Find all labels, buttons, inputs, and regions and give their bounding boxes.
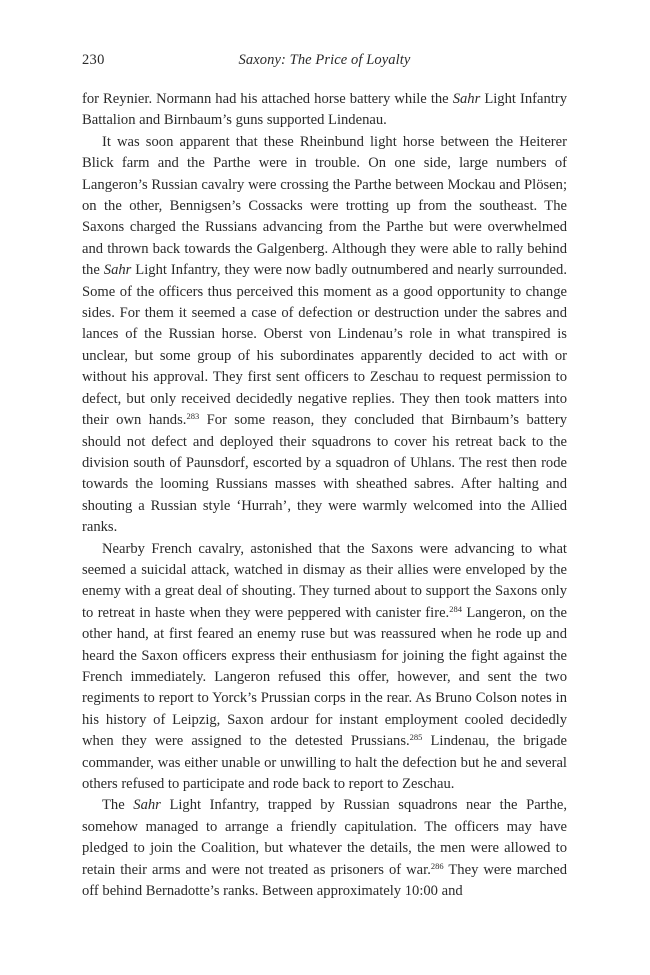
paragraph-1 bbox=[82, 89, 567, 132]
italic-text: Sahr bbox=[103, 262, 132, 279]
text-run: For some reason, they concluded that Birnbaum’s battery should not defect and deployed their squadrons to cover his retreat back to the division south of Paunsdorf, escorted by a squadron of Uhlans. The rest then rode towards the looming Russians masses with sheathed sabres. After halting and shouting a Russian style ‘Hurrah’, they were warmly welcomed into the Allied ranks. bbox=[82, 412, 568, 536]
footnote-marker[interactable]: 283 bbox=[186, 411, 200, 422]
running-title: Saxony: The Price of Loyalty bbox=[238, 52, 411, 68]
page-header bbox=[82, 52, 567, 76]
text-run: They were marched off behind Bernadotte’s ranks. Between approximately 10:00 and bbox=[82, 861, 568, 900]
text-run: The bbox=[102, 797, 134, 814]
page-number: 230 bbox=[82, 52, 105, 68]
footnote-marker[interactable]: 286 bbox=[430, 860, 444, 871]
italic-text: Sahr bbox=[133, 797, 161, 814]
footnote-marker[interactable]: 284 bbox=[449, 603, 462, 614]
footnote-marker[interactable]: 285 bbox=[409, 732, 423, 743]
text-run: Langeron, on the other hand, at first feared an enemy ruse but was reassured when he rode up and heard the Saxon officers express their enthusiasm for joining the fight against the French immediately. Langeron refused this offer, however, and sent the two regiments to report to Yorck’s Prussian corps in the rear. As Bruno Colson notes in his history of Leipzig, Saxon ardour for instant employment cooled decidedly when they were assigned to the detested Prussians. bbox=[82, 604, 567, 750]
text-run: Lindenau, the brigade commander, was either unable or unwilling to halt the defection but he and several others refused to participate and rode back to report to Zeschau. bbox=[82, 733, 568, 792]
paragraph-3 bbox=[82, 539, 567, 796]
paragraph-2 bbox=[82, 132, 567, 539]
paragraph-4 bbox=[82, 795, 567, 902]
text-run: Nearby French cavalry, astonished that the Saxons were advancing to what seemed a suicidal attack, watched in dismay as their allies were enveloped by the enemy with a great deal of shouting. They turned about to support the Saxons only to retreat in haste when they were peppered with canister fire. bbox=[82, 540, 567, 621]
body-text bbox=[82, 89, 567, 902]
text-run: Light Infantry Battalion and Birnbaum’s guns supported Lindenau. bbox=[82, 91, 567, 129]
text-run: It was soon apparent that these Rheinbund light horse between the Heiterer Blick farm and the Parthe were in trouble. On one side, large numbers of Langeron’s Russian cavalry were crossing the Parthe between Mockau and Plösen; on the other, Bennigsen’s Cossacks were trotting up from the southeast. The Saxons charged the Russians advancing from the Parthe but were overwhelmed and thrown back towards the Galgenberg. Although they were able to rally behind the bbox=[82, 133, 567, 279]
text-run: for Reynier. Normann had his attached horse battery while the bbox=[82, 91, 453, 107]
italic-text: Sahr bbox=[452, 91, 481, 107]
text-run: Light Infantry, trapped by Russian squadrons near the Parthe, somehow managed to arrange a friendly capitulation. The officers may have pledged to join the Coalition, but whatever the details, the men were allowed to retain their arms and were not treated as prisoners of war. bbox=[82, 797, 568, 878]
text-run: Light Infantry, they were now badly outnumbered and nearly surrounded. Some of the officers thus perceived this moment as a good opportunity to change sides. For them it seemed a case of defection or destruction under the sabres and lances of the Russian horse. Oberst von Lindenau’s role in what transpired is unclear, but some group of his subordinates apparently decided to act with or without his approval. They first sent officers to Zeschau to request permission to defect, but only received decidedly negative replies. They then took matters into their own hands. bbox=[82, 262, 567, 429]
